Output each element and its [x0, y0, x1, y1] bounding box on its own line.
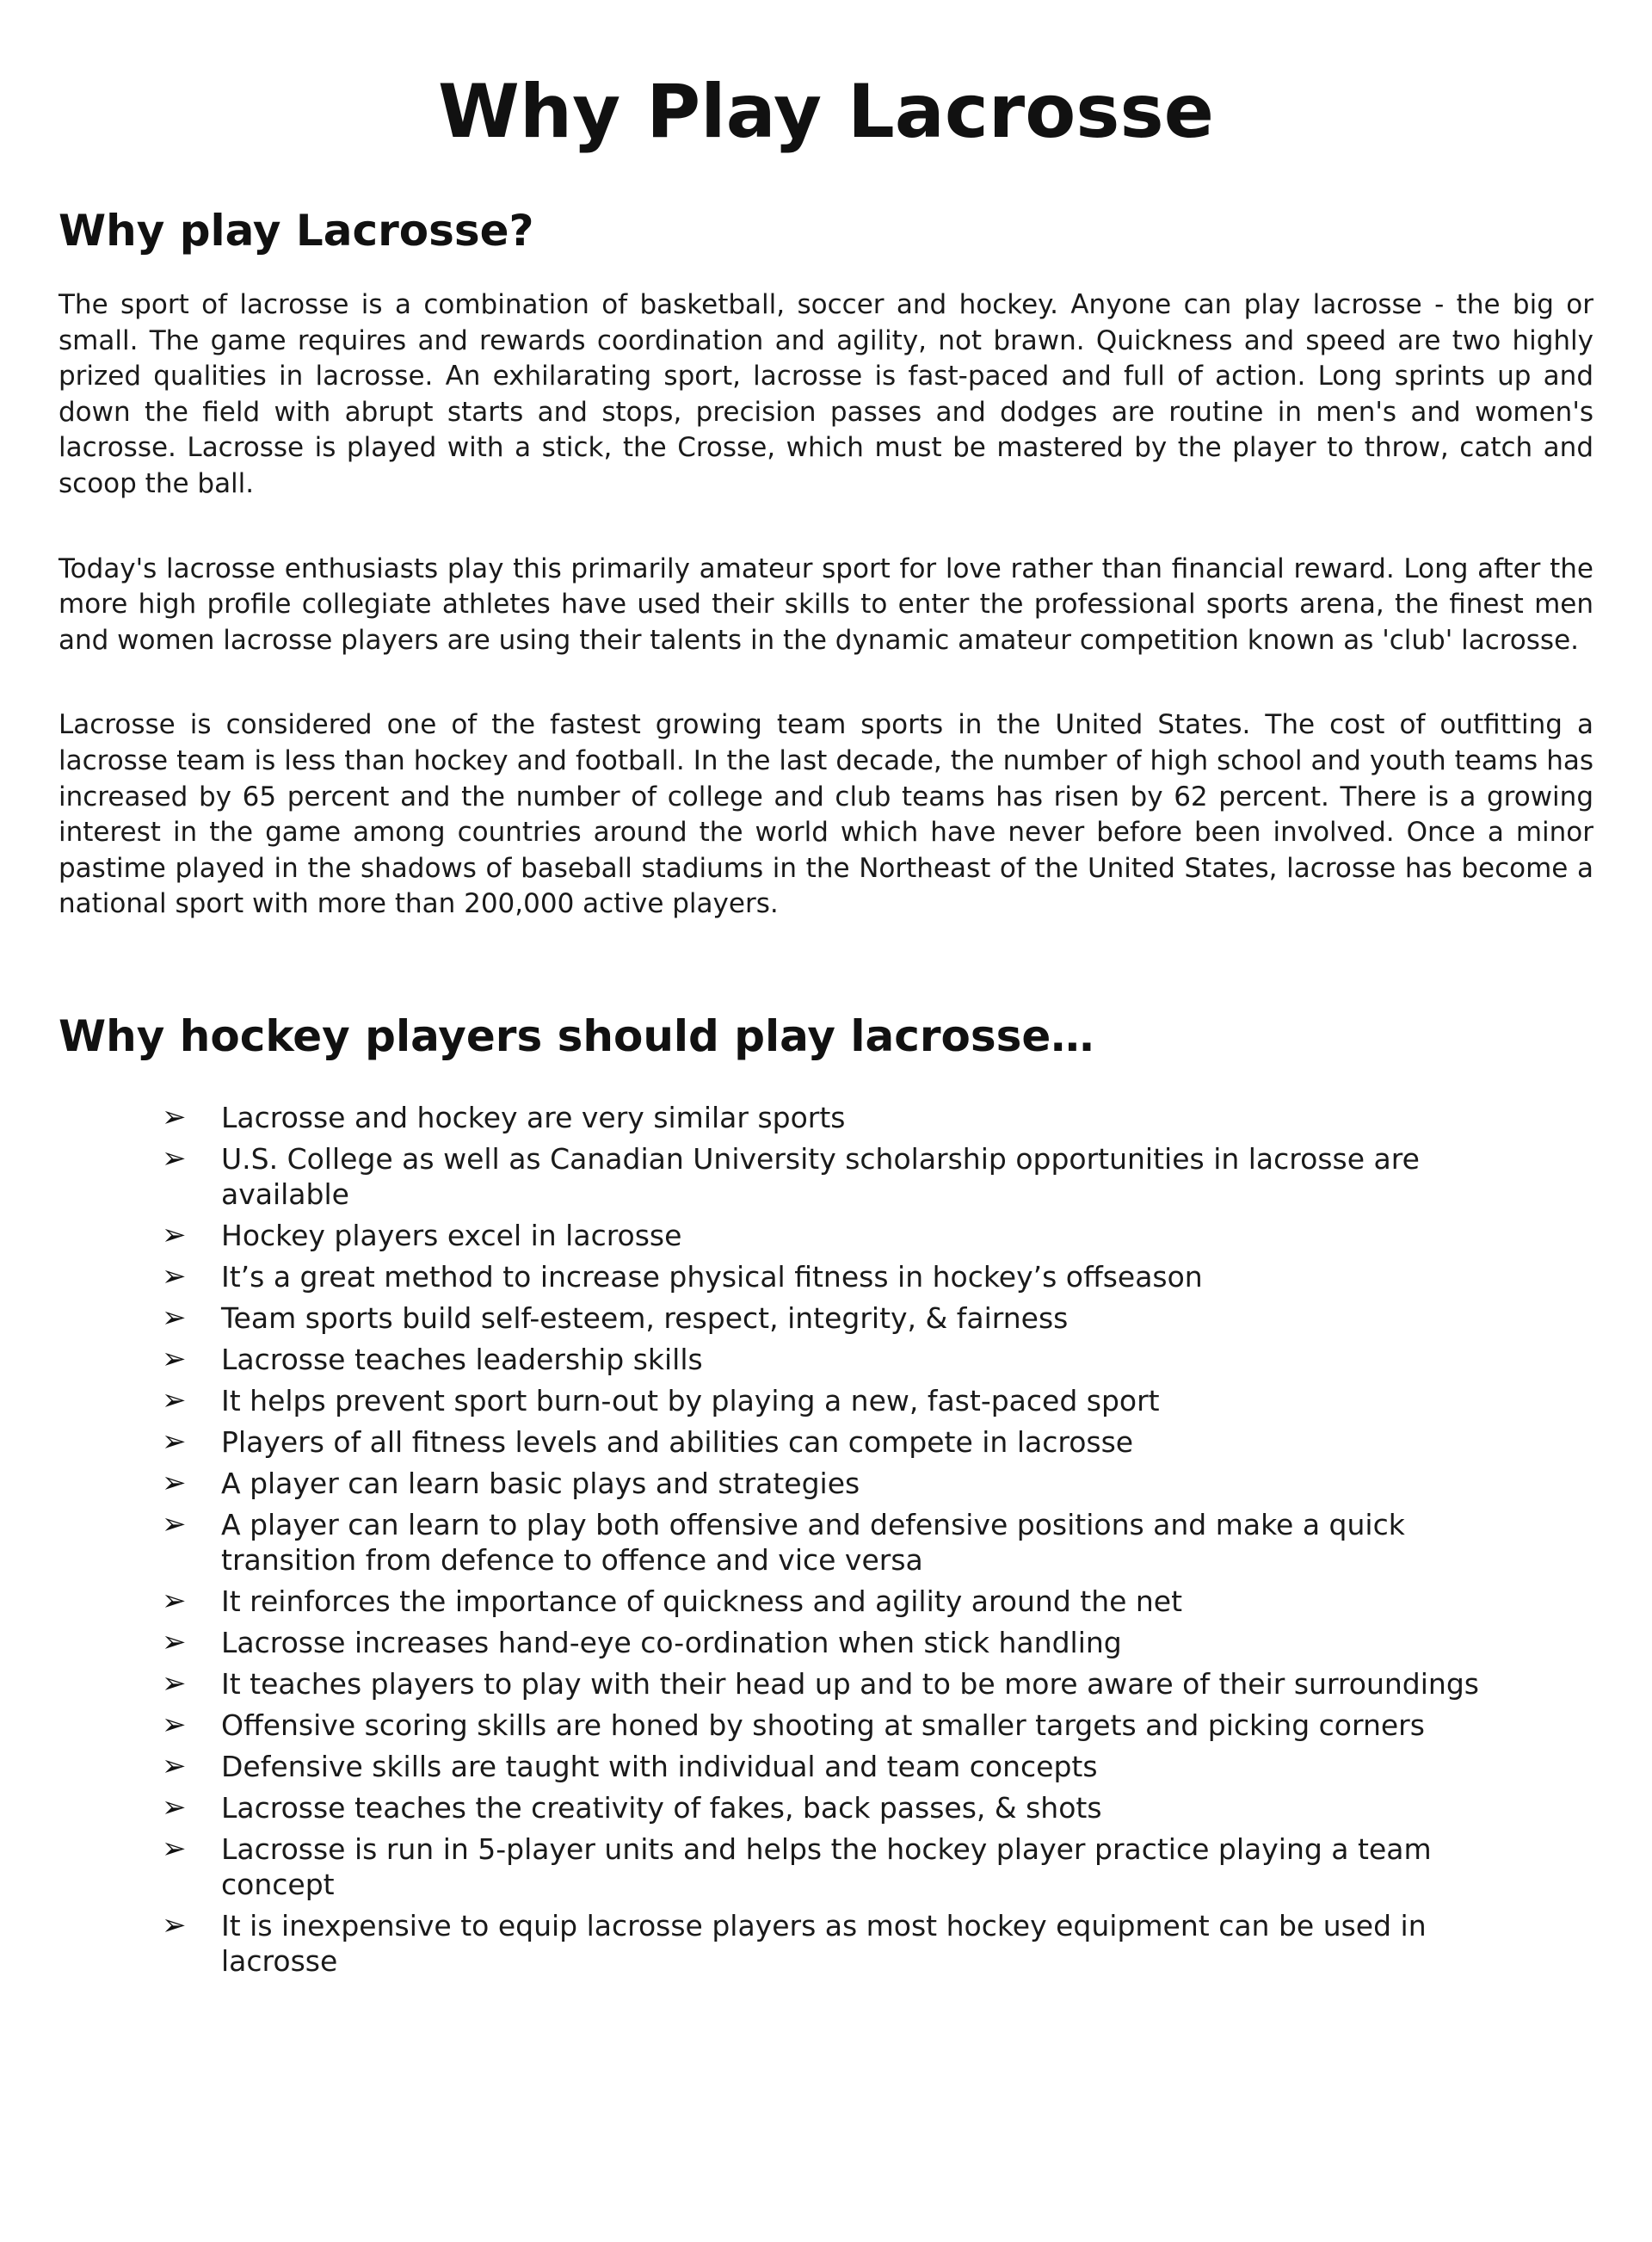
list-item	[0, 1749, 1538, 1784]
arrowhead-bullet-icon: ➢	[162, 1790, 187, 1825]
arrowhead-bullet-icon: ➢	[162, 1383, 187, 1417]
paragraph: Lacrosse is considered one of the fastest growing team sports in the United States. The cost of outfitting a lacrosse team is less than hockey and football. In the last decade, the number of high school and youth teams has increased by 65 percent and the number of college and club teams has risen by 62 percent. There is a growing interest in the game among countries around the world which have never before been involved. Once a minor pastime played in the shadows of baseball stadiums in the Northeast of the United States, lacrosse has become a national sport with more than 200,000 active players.	[59, 709, 1593, 920]
list-item	[0, 1466, 1538, 1501]
arrowhead-bullet-icon: ➢	[162, 1259, 187, 1294]
list-item	[0, 1507, 1538, 1578]
arrowhead-bullet-icon: ➢	[162, 1466, 187, 1500]
list-item	[0, 1424, 1538, 1460]
list-item-text: Team sports build self-esteem, respect, integrity, & fairness	[221, 1301, 1069, 1335]
list-item-text: A player can learn basic plays and strategies	[221, 1467, 860, 1500]
list-item	[0, 1300, 1538, 1336]
list-item	[0, 1342, 1538, 1377]
list-item-text: It’s a great method to increase physical fitness in hockey’s offseason	[221, 1260, 1203, 1294]
paragraph: Today's lacrosse enthusiasts play this primarily amateur sport for love rather than financial reward. Long after the more high profile collegiate athletes have used their skills to enter the professional sports arena, the finest men and women lacrosse players are using their talents in the dynamic amateur competition known as 'club' lacrosse.	[59, 553, 1593, 656]
arrowhead-bullet-icon: ➢	[162, 1342, 187, 1376]
section-heading-hockey-players: Why hockey players should play lacrosse…	[59, 1011, 1094, 1061]
list-item-text: It teaches players to play with their head up and to be more aware of their surroundings	[221, 1667, 1479, 1701]
list-item-text: Hockey players excel in lacrosse	[221, 1219, 682, 1252]
section-heading-why-play: Why play Lacrosse?	[59, 206, 534, 256]
list-item-text: Players of all fitness levels and abilities can compete in lacrosse	[221, 1425, 1134, 1459]
arrowhead-bullet-icon: ➢	[162, 1584, 187, 1618]
list-item-text: Defensive skills are taught with individual and team concepts	[221, 1750, 1098, 1783]
arrowhead-bullet-icon: ➢	[162, 1708, 187, 1742]
list-item	[0, 1908, 1538, 1979]
list-item-text: It reinforces the importance of quickness and agility around the net	[221, 1584, 1183, 1618]
list-item-text: Lacrosse increases hand-eye co-ordination when stick handling	[221, 1626, 1122, 1659]
list-item	[0, 1708, 1538, 1743]
list-item-text: U.S. College as well as Canadian University scholarship opportunities in lacrosse are available	[221, 1142, 1420, 1211]
list-item	[0, 1383, 1538, 1418]
arrowhead-bullet-icon: ➢	[162, 1218, 187, 1252]
list-item	[0, 1584, 1538, 1619]
list-item	[0, 1100, 1538, 1135]
arrowhead-bullet-icon: ➢	[162, 1507, 187, 1541]
list-item-text: A player can learn to play both offensive and defensive positions and make a quick transition from defence to offence and vice versa	[221, 1508, 1405, 1577]
arrowhead-bullet-icon: ➢	[162, 1908, 187, 1942]
list-item	[0, 1259, 1538, 1294]
list-item	[0, 1141, 1538, 1212]
list-item	[0, 1666, 1538, 1702]
list-item	[0, 1790, 1538, 1825]
arrowhead-bullet-icon: ➢	[162, 1424, 187, 1459]
list-item-text: Lacrosse teaches the creativity of fakes, back passes, & shots	[221, 1791, 1102, 1825]
arrowhead-bullet-icon: ➢	[162, 1141, 187, 1176]
paragraph: The sport of lacrosse is a combination of basketball, soccer and hockey. Anyone can play lacrosse - the big or small. The game requires and rewards coordination and agility, not brawn. Quickness and speed are two highly prized qualities in lacrosse. An exhilarating sport, lacrosse is fast-paced and full of action. Long sprints up and down the field with abrupt starts and stops, precision passes and dodges are routine in men's and women's lacrosse. Lacrosse is played with a stick, the Crosse, which must be mastered by the player to throw, catch and scoop the ball.	[59, 289, 1593, 499]
arrowhead-bullet-icon: ➢	[162, 1300, 187, 1335]
intro-paragraphs	[59, 287, 1593, 972]
list-item	[0, 1831, 1538, 1902]
list-item-text: Lacrosse is run in 5-player units and helps the hockey player practice playing a team concept	[221, 1832, 1432, 1901]
list-item	[0, 1625, 1538, 1660]
arrowhead-bullet-icon: ➢	[162, 1625, 187, 1659]
arrowhead-bullet-icon: ➢	[162, 1100, 187, 1134]
arrowhead-bullet-icon: ➢	[162, 1749, 187, 1783]
arrowhead-bullet-icon: ➢	[162, 1666, 187, 1701]
reasons-list	[0, 1100, 1652, 1985]
list-item-text: It helps prevent sport burn-out by playing a new, fast-paced sport	[221, 1384, 1160, 1417]
list-item-text: It is inexpensive to equip lacrosse players as most hockey equipment can be used in lacrosse	[221, 1909, 1427, 1978]
list-item-text: Offensive scoring skills are honed by shooting at smaller targets and picking corners	[221, 1708, 1425, 1742]
arrowhead-bullet-icon: ➢	[162, 1831, 187, 1866]
list-item-text: Lacrosse teaches leadership skills	[221, 1343, 703, 1376]
document-title: Why Play Lacrosse	[438, 69, 1214, 155]
list-item-text: Lacrosse and hockey are very similar sports	[221, 1101, 846, 1134]
list-item	[0, 1218, 1538, 1253]
